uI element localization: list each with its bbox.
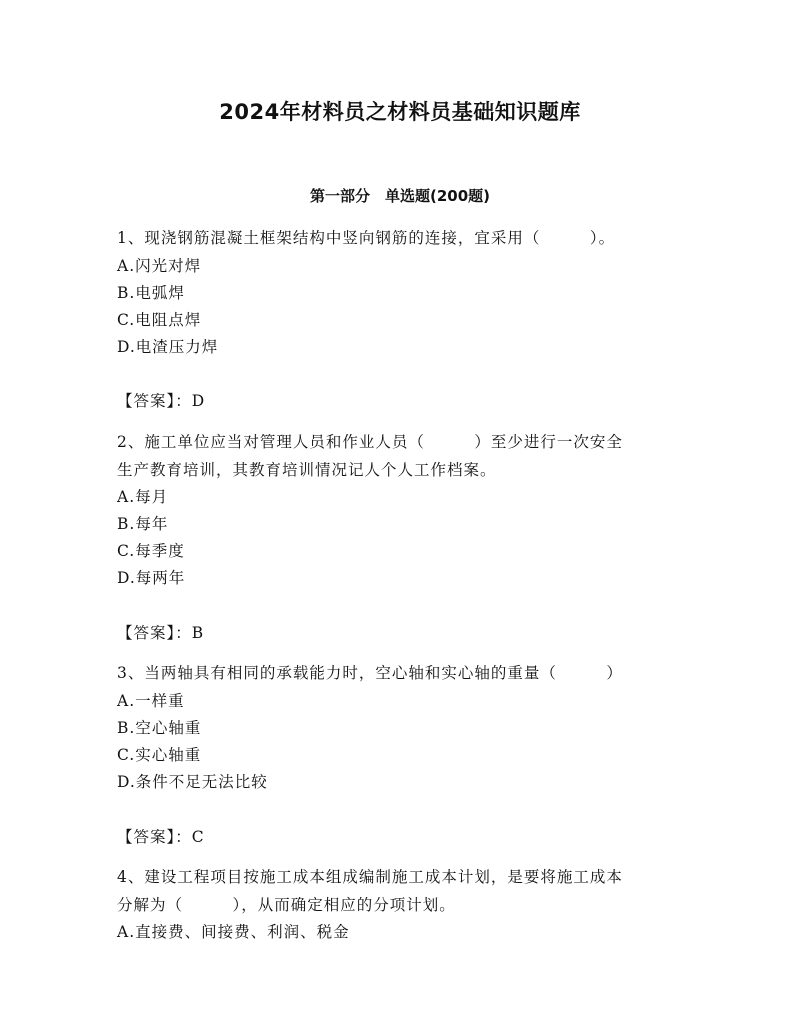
question-2-option-d: D.每两年: [117, 569, 186, 587]
question-2-option-b: B.每年: [117, 515, 169, 533]
question-2-answer: 【答案】：B: [117, 624, 205, 642]
question-1-stem-line-1: 1、现浇钢筋混凝土框架结构中竖向钢筋的连接，宜采用（ ）。: [117, 229, 616, 247]
question-3-answer: 【答案】：C: [117, 828, 205, 846]
question-3-option-c: C.实心轴重: [117, 746, 202, 764]
question-4-stem-line-2: 分解为（ ），从而确定相应的分项计划。: [117, 896, 456, 914]
question-2-stem-line-2: 生产教育培训，其教育培训情况记人个人工作档案。: [117, 461, 497, 479]
question-3-option-b: B.空心轴重: [117, 719, 202, 737]
section-heading: 第一部分 单选题(200题): [309, 187, 491, 205]
question-1-option-d: D.电渣压力焊: [117, 338, 219, 356]
question-2-stem-line-1: 2、施工单位应当对管理人员和作业人员（ ）至少进行一次安全: [117, 433, 623, 451]
question-3-option-d: D.条件不足无法比较: [117, 773, 268, 791]
question-1-option-c: C.电阻点焊: [117, 311, 202, 329]
question-1-option-a: A.闪光对焊: [117, 257, 202, 275]
question-4-option-a: A.直接费、间接费、利润、税金: [117, 923, 350, 941]
question-3-option-a: A.一样重: [117, 692, 185, 710]
question-2-option-c: C.每季度: [117, 542, 185, 560]
question-3-stem-line-1: 3、当两轴具有相同的承载能力时，空心轴和实心轴的重量（ ）: [117, 664, 623, 682]
question-4-stem-line-1: 4、建设工程项目按施工成本组成编制施工成本计划，是要将施工成本: [117, 868, 623, 886]
document-title: 2024年材料员之材料员基础知识题库: [219, 100, 581, 124]
question-2-option-a: A.每月: [117, 488, 169, 506]
question-1-option-b: B.电弧焊: [117, 284, 185, 302]
question-1-answer: 【答案】：D: [117, 392, 206, 410]
